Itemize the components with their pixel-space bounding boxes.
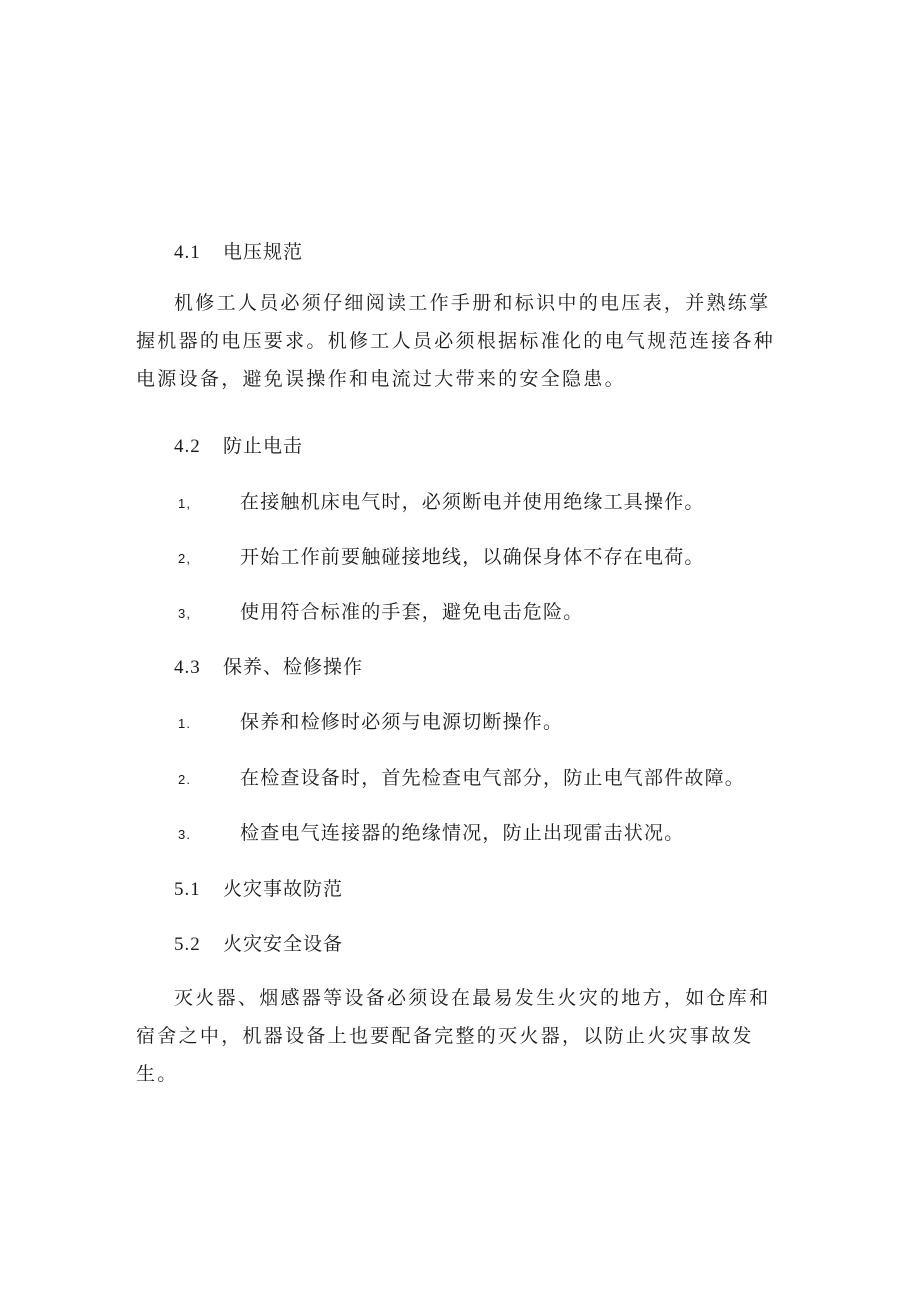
- section-title: 防止电击: [223, 435, 304, 457]
- list-text: 使用符合标准的手套，避免电击危险。: [240, 601, 584, 623]
- list-marker: 1,: [178, 496, 192, 511]
- section-number: 4.1: [174, 242, 201, 263]
- list-item: [178, 487, 705, 514]
- section-title: 火灾事故防范: [223, 878, 344, 900]
- list-marker: 3,: [178, 606, 192, 621]
- section-heading-4-1: [174, 237, 303, 264]
- list-text: 开始工作前要触碰接地线，以确保身体不存在电荷。: [240, 546, 705, 568]
- section-heading-4-3: [174, 652, 363, 679]
- list-text: 保养和检修时必须与电源切断操作。: [240, 711, 564, 733]
- section-heading-5-2: [174, 929, 343, 956]
- list-text: 检查电气连接器的绝缘情况，防止出现雷击状况。: [240, 822, 685, 844]
- paragraph-fire-equipment: 灭火器、烟感器等设备必须设在最易发生火灾的地方，如仓库和宿舍之中，机器设备上也要配备完整的灭火器，以防止火灾事故发生。: [136, 987, 771, 1085]
- paragraph-voltage: 机修工人员必须仔细阅读工作手册和标识中的电压表，并熟练掌握机器的电压要求。机修工人员必须根据标准化的电气规范连接各种电源设备，避免误操作和电流过大带来的安全隐患。: [136, 292, 776, 390]
- list-item: [178, 707, 563, 734]
- list-text: 在检查设备时，首先检查电气部分，防止电气部件故障。: [240, 767, 746, 789]
- list-marker: 1.: [178, 716, 192, 731]
- section-number: 5.1: [174, 879, 201, 900]
- list-text: 在接触机床电气时，必须断电并使用绝缘工具操作。: [240, 491, 705, 513]
- section-title: 火灾安全设备: [223, 933, 344, 955]
- list-item: [178, 763, 745, 790]
- list-item: [178, 542, 705, 569]
- section-title: 电压规范: [223, 241, 304, 263]
- list-marker: 3.: [178, 827, 192, 842]
- section-number: 5.2: [174, 934, 201, 955]
- list-marker: 2.: [178, 772, 192, 787]
- section-heading-5-1: [174, 874, 343, 901]
- list-item: [178, 818, 684, 845]
- list-marker: 2,: [178, 551, 192, 566]
- section-title: 保养、检修操作: [223, 656, 364, 678]
- list-item: [178, 597, 583, 624]
- section-number: 4.3: [174, 657, 201, 678]
- section-number: 4.2: [174, 436, 201, 457]
- section-heading-4-2: [174, 431, 303, 458]
